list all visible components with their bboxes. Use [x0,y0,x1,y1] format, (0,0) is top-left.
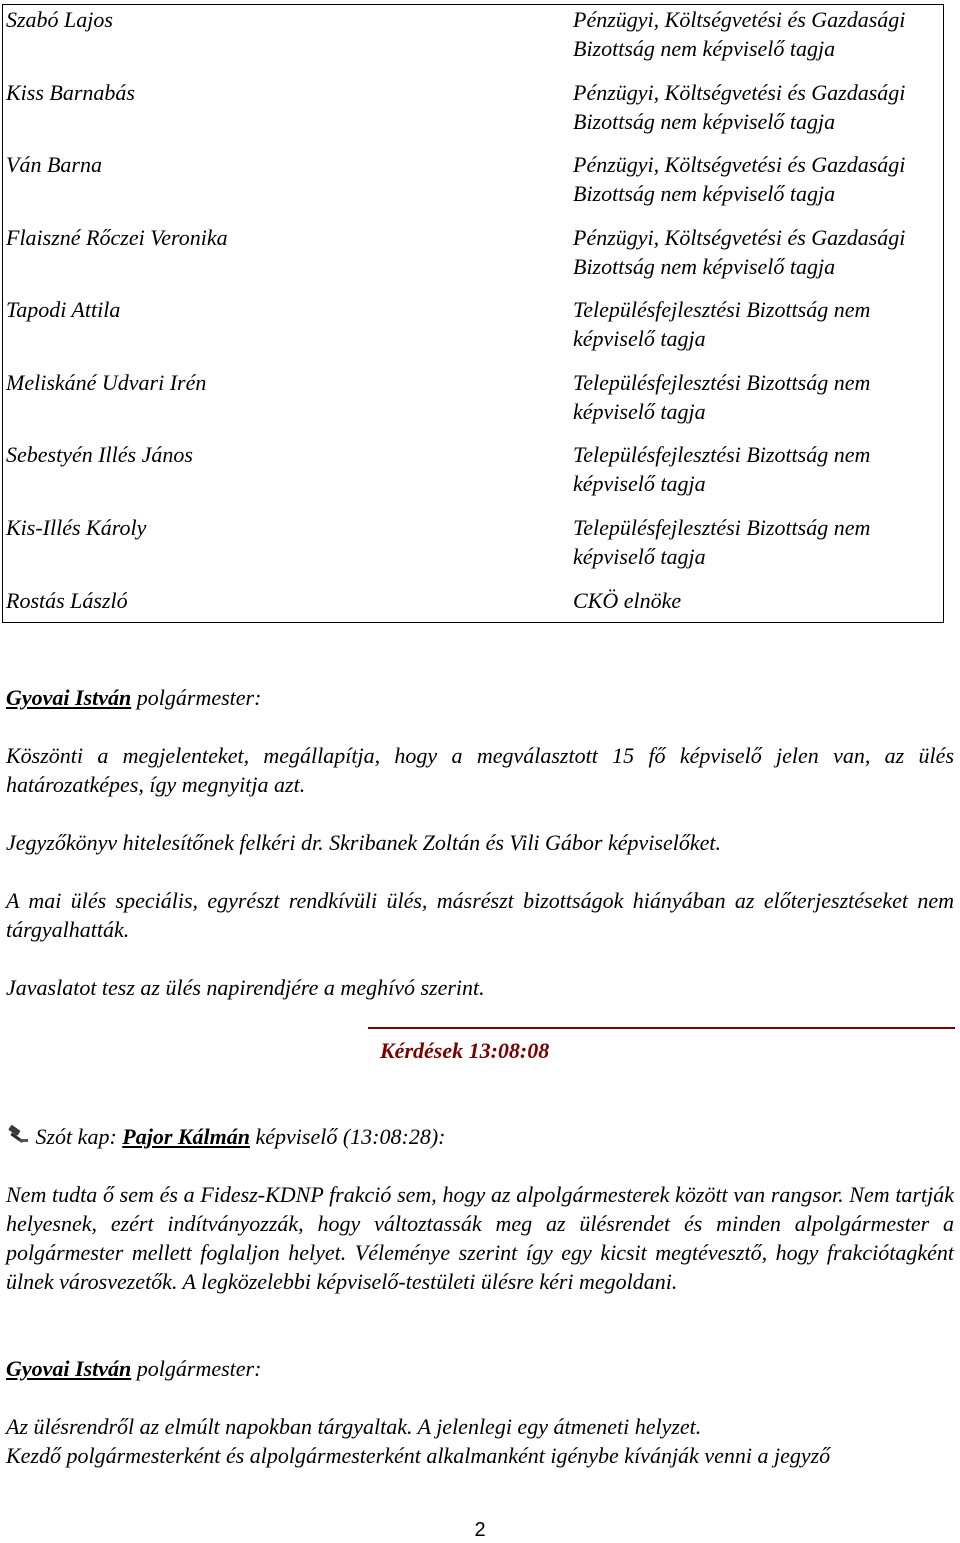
member-role: Pénzügyi, Költségvetési és Gazdasági Bizottság nem képviselő tagja [573,7,906,61]
section-divider [368,1027,955,1029]
member-name: Kiss Barnabás [6,79,135,105]
member-name: Szabó Lajos [6,7,113,32]
page-number: 2 [474,1519,486,1541]
member-name: Meliskáné Udvari Irén [6,369,207,395]
member-name: Tapodi Attila [6,297,121,323]
member-name: Kis-Illés Károly [6,514,147,540]
speaker-line-2 [6,1122,954,1151]
member-role: Településfejlesztési Bizottság nem képviselő tagja [573,442,871,497]
paragraph-agenda: Javaslatot tesz az ülés napirendjére a meghívó szerint. [6,975,485,1000]
paragraph-seating-reply-1: Az ülésrendről az elmúlt napokban tárgyaltak. A jelenlegi egy átmeneti helyzet. [6,1414,702,1439]
paragraph-special-session: A mai ülés speciális, egyrészt rendkívüli ülés, másrészt bizottságok hiányában az előterjesztéseket nem tárgyalhatták. [6,888,954,942]
member-row [3,78,944,151]
gavel-icon [6,1125,30,1147]
members-table [2,4,944,623]
speaker-line-3 [6,1354,954,1383]
speaker-name[interactable]: Gyovai István [6,685,132,710]
speaker-suffix: képviselő (13:08:28): [255,1124,446,1149]
speaker-prefix: Szót kap: [35,1124,117,1149]
member-row [3,295,944,368]
member-role: Településfejlesztési Bizottság nem képviselő tagja [573,297,871,352]
speaker-line-1 [6,683,954,712]
member-role: Pénzügyi, Költségvetési és Gazdasági Bizottság nem képviselő tagja [573,152,906,207]
member-role: Pénzügyi, Költségvetési és Gazdasági Bizottság nem képviselő tagja [573,224,906,279]
member-row [3,368,944,441]
member-role: CKÖ elnöke [573,587,682,613]
member-row [3,586,944,623]
member-name: Rostás László [6,587,128,613]
speaker-name[interactable]: Pajor Kálmán [122,1124,251,1149]
member-name: Sebestyén Illés János [6,442,193,468]
paragraph-authenticators: Jegyzőkönyv hitelesítőnek felkéri dr. Skribanek Zoltán és Vili Gábor képviselőket. [6,830,721,855]
member-row [3,5,944,78]
member-name: Flaiszné Rőczei Veronika [6,224,228,250]
speaker-name[interactable]: Gyovai István [6,1356,132,1381]
section-title: Kérdések 13:08:08 [380,1038,550,1063]
speaker-title: polgármester: [136,1356,262,1381]
paragraph-opening: Köszönti a megjelenteket, megállapítja, hogy a megválasztott 15 fő képviselő jelen van, az ülés határozatképes, így megnyitja azt. [6,743,954,797]
member-role: Településfejlesztési Bizottság nem képviselő tagja [573,514,871,569]
member-row [3,150,944,223]
paragraph-seating-request: Nem tudta ő sem és a Fidesz-KDNP frakció sem, hogy az alpolgármesterek között van rangsor. Nem tartják helyesnek, ezért indítványozzák, hogy változtassák meg az ülésrendet és minden alpolgármester a polgármester mellett foglaljon helyet. Véleménye szerint így egy kicsit megtévesztő, hogy frakciótagként ülnek városvezetők. A legközelebbi képviselő-testületi ülésre kéri megoldani. [6,1182,954,1294]
member-role: Pénzügyi, Költségvetési és Gazdasági Bizottság nem képviselő tagja [573,79,906,134]
member-name: Ván Barna [6,152,102,178]
member-row [3,223,944,296]
member-row [3,440,944,513]
member-row [3,513,944,586]
member-role: Településfejlesztési Bizottság nem képviselő tagja [573,369,871,424]
speaker-title: polgármester: [136,685,262,710]
paragraph-seating-reply-2: Kezdő polgármesterként és alpolgármesterként alkalmanként igénybe kívánják venni a jegyző [6,1443,831,1468]
